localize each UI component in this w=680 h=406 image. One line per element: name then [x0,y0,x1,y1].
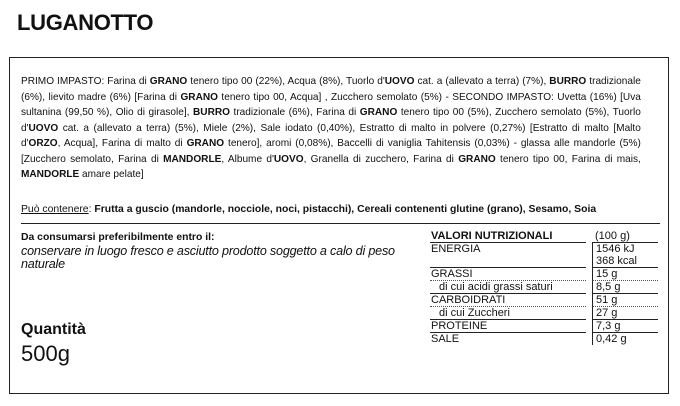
nutrition-header-row [430,230,658,243]
nutrition-header: VALORI NUTRIZIONALI [430,230,586,243]
ingredients-segment: , Granella di zucchero, Farina di [303,153,459,165]
nutrition-row [430,320,658,333]
nutrient-value: 1546 kJ [596,243,635,255]
allergen-word: MANDORLE [163,153,222,165]
nutrition-row [430,243,658,268]
ingredients-segment: , Albume d' [221,153,274,165]
nutrient-name: SALE [431,333,460,345]
nutrient-value: 0,42 g [596,333,627,345]
nutrient-name: GRASSI [431,268,473,280]
nutrient-value: 368 kcal [596,255,637,267]
allergen-word: UOVO [384,76,415,87]
ingredients-segment: , Acqua], Farina di malto di [57,138,187,149]
nutrition-per: (100 g) [592,230,658,243]
allergens-colon: : [88,204,95,215]
label-box [9,57,669,394]
allergen-word: GRANO [359,107,398,118]
ingredients-segment: tenero tipo 00 (5%), Zucchero semolato (5%), Tuorlo d' [21,107,641,134]
nutrient-name: di cui acidi grassi saturi [439,281,553,293]
allergen-word: BURRO [549,76,587,87]
nutrition-row [430,307,658,320]
storage-instructions: conservare in luogo fresco e asciutto prodotto soggetto a calo di peso naturale [21,244,395,271]
ingredients-segment: cat. a (allevato a terra) (5%), Miele (2%), Sale iodato (0,40%), Estratto di malto in polvere (0,27%) [Estratto di malto [Malto d' [21,122,641,149]
ingredients-segment: tenero], aromi (0,08%), Baccelli di vaniglia Tahitensis (0,03%) - glassa alle mandorle (5%) [Zucchero semolato, Farina di [21,138,641,165]
nutrient-name: CARBOIDRATI [431,294,506,306]
product-title: LUGANOTTO [17,10,154,35]
allergen-word: ORZO [28,138,58,149]
quantity-value: 500g [21,341,70,366]
nutrition-row [430,268,658,281]
nutrient-value: 8,5 g [596,281,621,293]
ingredients-segment: PRIMO IMPASTO: Farina di [21,76,150,87]
nutrition-row [430,281,658,294]
allergen-word: GRANO [186,138,225,149]
nutrition-row [430,294,658,307]
allergen-word: BURRO [193,107,230,118]
nutrient-name: di cui Zuccheri [439,307,510,319]
ingredients-segment: cat. a (allevato a terra) (7%), [414,76,550,87]
nutrient-value: 15 g [596,268,618,280]
allergen-word: MANDORLE [21,169,80,180]
ingredients-segment: tenero tipo 00 (22%), Acqua (8%), Tuorlo d' [187,76,385,87]
allergens-line [21,203,680,216]
section-divider [21,223,660,224]
nutrient-value: 51 g [596,294,618,306]
nutrient-name: PROTEINE [431,320,488,332]
ingredients-segment: tradizionale (6%), lievito madre (6%) [Farina di [21,76,641,103]
allergen-word: GRANO [149,76,188,87]
allergens-label: Può contenere [21,204,89,215]
ingredients-segment: tenero tipo 00, Acqua] , Zucchero semolato (5%) - SECONDO IMPASTO: Uvetta (16%) [Uva sultanina (99,50 %), Olio di girasole], [21,91,641,118]
allergen-word: UOVO [28,122,59,134]
ingredients-segment: tradizionale (6%), Farina di [229,107,360,118]
ingredients-text [21,74,641,183]
ingredients-segment: amare pelate] [79,169,144,180]
allergen-word: UOVO [273,153,304,165]
quantity-label: Quantità [21,321,86,338]
nutrient-value: 7,3 g [596,320,621,332]
nutrient-name: ENERGIA [431,243,481,255]
allergen-word: GRANO [180,91,218,103]
nutrition-row [430,333,658,345]
ingredients-segment: tenero tipo 00, Farina di mais, [495,153,641,165]
allergens-items: Frutta a guscio (mandorle, nocciole, noci, pistacchi), Cereali contenenti glutine (grano), Sesamo, Soia [94,204,597,215]
best-before-label: Da consumarsi preferibilmente entro il: [21,232,215,243]
nutrition-table [430,230,658,345]
nutrient-value: 27 g [596,307,618,319]
allergen-word: GRANO [458,153,496,165]
